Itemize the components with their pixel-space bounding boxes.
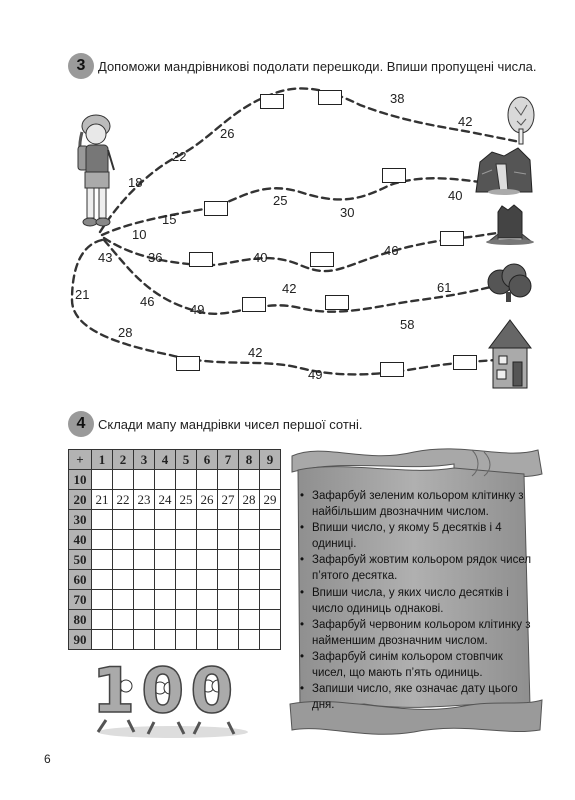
table-row <box>69 530 281 550</box>
table-cell[interactable]: 29 <box>260 490 281 510</box>
table-cell[interactable] <box>239 550 260 570</box>
table-cell[interactable] <box>155 530 176 550</box>
table-cell[interactable] <box>155 470 176 490</box>
maze-number: 28 <box>118 325 133 340</box>
maze-number: 22 <box>172 149 187 164</box>
table-cell[interactable] <box>92 630 113 650</box>
birch-tree-icon <box>505 95 537 145</box>
table-cell[interactable] <box>218 530 239 550</box>
table-cell[interactable] <box>134 570 155 590</box>
tree-stump-icon <box>484 204 536 246</box>
table-cell[interactable] <box>260 510 281 530</box>
answer-box[interactable] <box>204 201 228 216</box>
maze-number: 42 <box>458 114 473 129</box>
table-cell[interactable]: 23 <box>134 490 155 510</box>
maze-path-1 <box>100 88 520 232</box>
table-cell[interactable] <box>260 590 281 610</box>
table-cell[interactable]: 22 <box>113 490 134 510</box>
table-row <box>69 470 281 490</box>
table-row <box>69 510 281 530</box>
table-cell[interactable]: 25 <box>176 490 197 510</box>
instruction-item: • Запиши число, яке означає дату цього дня. <box>300 681 532 713</box>
table-cell[interactable] <box>218 630 239 650</box>
task-3-badge: 3 <box>68 53 94 79</box>
table-cell[interactable] <box>113 570 134 590</box>
table-cell[interactable] <box>176 510 197 530</box>
table-cell[interactable] <box>218 550 239 570</box>
answer-box[interactable] <box>380 362 404 377</box>
table-cell[interactable] <box>113 630 134 650</box>
table-cell[interactable] <box>113 530 134 550</box>
table-cell[interactable]: 26 <box>197 490 218 510</box>
task-4-instruction: Склади мапу мандрівки чисел першої сотні. <box>98 417 363 432</box>
table-cell[interactable] <box>197 570 218 590</box>
task-4-badge: 4 <box>68 411 94 437</box>
table-row <box>69 590 281 610</box>
maze-number: 18 <box>128 175 143 190</box>
table-cell[interactable] <box>239 610 260 630</box>
table-header-cell: 9 <box>260 450 281 470</box>
table-cell[interactable] <box>197 510 218 530</box>
maze-number: 49 <box>308 367 323 382</box>
table-cell[interactable] <box>155 630 176 650</box>
table-row-header: 70 <box>69 590 92 610</box>
answer-box[interactable] <box>382 168 406 183</box>
table-cell[interactable] <box>239 590 260 610</box>
instruction-item: • Впиши числа, у яких число десятків і число одиниць однакові. <box>300 585 532 617</box>
table-cell[interactable] <box>134 610 155 630</box>
table-cell[interactable] <box>239 530 260 550</box>
table-row-header: 20 <box>69 490 92 510</box>
table-cell[interactable] <box>134 510 155 530</box>
table-header-cell: 8 <box>239 450 260 470</box>
table-cell[interactable] <box>92 530 113 550</box>
table-cell[interactable] <box>239 470 260 490</box>
table-cell[interactable]: 28 <box>239 490 260 510</box>
table-header-cell: 4 <box>155 450 176 470</box>
table-cell[interactable] <box>260 610 281 630</box>
table-row <box>69 630 281 650</box>
numbers-table <box>68 449 281 650</box>
table-header-cell: 3 <box>134 450 155 470</box>
table-cell[interactable] <box>239 630 260 650</box>
table-header-row <box>69 450 281 470</box>
table-cell[interactable] <box>218 510 239 530</box>
maze-number: 46 <box>140 294 155 309</box>
answer-box[interactable] <box>318 90 342 105</box>
maze-number: 40 <box>448 188 463 203</box>
table-cell[interactable] <box>134 470 155 490</box>
table-cell[interactable] <box>197 630 218 650</box>
table-cell[interactable] <box>155 570 176 590</box>
table-cell[interactable] <box>113 550 134 570</box>
table-row <box>69 490 281 510</box>
table-header-cell: 6 <box>197 450 218 470</box>
table-cell[interactable] <box>260 630 281 650</box>
table-cell[interactable]: 27 <box>218 490 239 510</box>
answer-box[interactable] <box>260 94 284 109</box>
answer-box[interactable] <box>176 356 200 371</box>
table-row <box>69 570 281 590</box>
table-cell[interactable] <box>197 610 218 630</box>
table-cell[interactable] <box>239 570 260 590</box>
maze-number: 61 <box>437 280 452 295</box>
maze-number: 40 <box>253 250 268 265</box>
maze-number: 30 <box>340 205 355 220</box>
table-cell[interactable] <box>218 610 239 630</box>
table-cell[interactable] <box>134 630 155 650</box>
table-cell[interactable] <box>176 630 197 650</box>
scroll-instructions <box>300 488 532 713</box>
answer-box[interactable] <box>453 355 477 370</box>
table-cell[interactable] <box>218 470 239 490</box>
table-cell[interactable] <box>218 590 239 610</box>
maze-number: 21 <box>75 287 90 302</box>
table-cell[interactable] <box>260 470 281 490</box>
table-cell[interactable] <box>113 510 134 530</box>
table-cell[interactable] <box>134 590 155 610</box>
table-cell[interactable] <box>218 570 239 590</box>
maze-number: 36 <box>148 250 163 265</box>
answer-box[interactable] <box>189 252 213 267</box>
maze-number: 46 <box>384 243 399 258</box>
answer-box[interactable] <box>325 295 349 310</box>
table-row-header: 60 <box>69 570 92 590</box>
table-cell[interactable] <box>155 550 176 570</box>
instruction-item: • Зафарбуй червоним кольором клітинку з найменшим двозначним числом. <box>300 617 532 649</box>
answer-box[interactable] <box>440 231 464 246</box>
maze-number: 42 <box>282 281 297 296</box>
maze-number: 43 <box>98 250 113 265</box>
waterfall-rocks-icon <box>474 144 534 196</box>
table-header-cell: 1 <box>92 450 113 470</box>
table-cell[interactable] <box>92 550 113 570</box>
table-cell[interactable] <box>113 590 134 610</box>
table-row-header: 50 <box>69 550 92 570</box>
table-row-header: 40 <box>69 530 92 550</box>
table-header-cell: 7 <box>218 450 239 470</box>
house-icon <box>485 318 535 390</box>
table-cell[interactable] <box>176 470 197 490</box>
maze-number: 10 <box>132 227 147 242</box>
table-cell[interactable]: 21 <box>92 490 113 510</box>
table-cell[interactable] <box>134 550 155 570</box>
table-cell[interactable] <box>260 530 281 550</box>
maze-number: 58 <box>400 317 415 332</box>
number-100-mascot-icon <box>88 654 258 740</box>
table-cell[interactable] <box>155 510 176 530</box>
task-3-instruction: Допоможи мандрівникові подолати перешкоди. Впиши пропущені числа. <box>98 59 537 74</box>
maze-number: 49 <box>190 302 205 317</box>
table-cell[interactable] <box>176 570 197 590</box>
table-cell[interactable] <box>176 610 197 630</box>
table-cell[interactable] <box>92 610 113 630</box>
table-cell[interactable] <box>155 590 176 610</box>
number-100-mascot-label: 100 <box>92 654 240 727</box>
table-row-header: 30 <box>69 510 92 530</box>
table-row-header: 90 <box>69 630 92 650</box>
table-cell[interactable] <box>155 610 176 630</box>
maze-number: 26 <box>220 126 235 141</box>
table-cell[interactable] <box>113 610 134 630</box>
table-cell[interactable] <box>260 550 281 570</box>
table-cell[interactable] <box>197 470 218 490</box>
table-cell[interactable] <box>260 570 281 590</box>
table-row-header: 80 <box>69 610 92 630</box>
table-row <box>69 550 281 570</box>
maze-number: 42 <box>248 345 263 360</box>
instruction-item: • Зафарбуй зеленим кольором клітинку з найбільшим двозначним числом. <box>300 488 532 520</box>
table-cell[interactable] <box>113 470 134 490</box>
table-row-header: 10 <box>69 470 92 490</box>
table-cell[interactable] <box>92 570 113 590</box>
table-cell[interactable] <box>92 470 113 490</box>
table-row <box>69 610 281 630</box>
table-cell[interactable] <box>197 530 218 550</box>
table-header-cell: 2 <box>113 450 134 470</box>
answer-box[interactable] <box>310 252 334 267</box>
table-cell[interactable] <box>176 530 197 550</box>
bush-icon <box>484 262 534 304</box>
table-cell[interactable] <box>176 590 197 610</box>
table-cell[interactable] <box>197 590 218 610</box>
instruction-item: • Зафарбуй жовтим кольором рядок чисел п’ятого десятка. <box>300 552 532 584</box>
maze-number: 15 <box>162 212 177 227</box>
traveler-girl-icon <box>70 112 120 234</box>
instruction-item: • Впиши число, у якому 5 десятків і 4 одиниці. <box>300 520 532 552</box>
table-header-cell: 5 <box>176 450 197 470</box>
instruction-item: • Зафарбуй синім кольором стовпчик чисел, що мають п’ять одиниць. <box>300 649 532 681</box>
table-cell[interactable] <box>92 510 113 530</box>
maze-path-4 <box>104 240 495 314</box>
table-cell[interactable] <box>197 550 218 570</box>
table-cell[interactable]: 24 <box>155 490 176 510</box>
maze-number: 25 <box>273 193 288 208</box>
table-cell[interactable] <box>134 530 155 550</box>
maze-number: 38 <box>390 91 405 106</box>
table-cell[interactable] <box>176 550 197 570</box>
table-cell[interactable] <box>92 590 113 610</box>
answer-box[interactable] <box>242 297 266 312</box>
table-cell[interactable] <box>239 510 260 530</box>
page-number: 6 <box>44 752 51 766</box>
table-header-cell: + <box>69 450 92 470</box>
